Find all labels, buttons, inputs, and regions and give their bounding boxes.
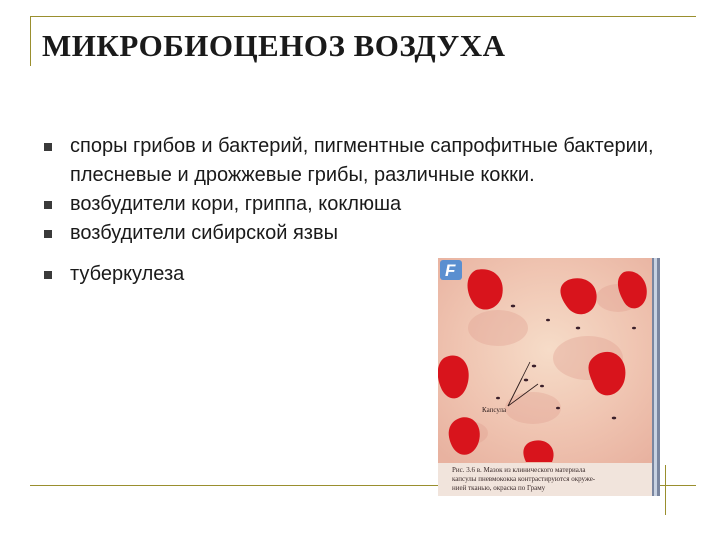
bullet-text: туберкулеза — [70, 263, 185, 285]
bullet-item — [44, 219, 684, 248]
square-bullet-icon — [44, 230, 52, 238]
bullet-item — [44, 132, 684, 190]
frame-line-left — [30, 16, 31, 66]
bullet-text: возбудители сибирской язвы — [70, 222, 338, 244]
panel-letter: F — [445, 261, 456, 280]
frame-line-right — [665, 465, 666, 515]
square-bullet-icon — [44, 143, 52, 151]
micrograph-image — [438, 258, 660, 496]
square-bullet-icon — [44, 271, 52, 279]
slide-title: МИКРОБИОЦЕНОЗ ВОЗДУХА — [42, 28, 506, 63]
bullet-text: споры грибов и бактерий, пигментные сапрофитные бактерии, плесневые и дрожжевые грибы, различные кокки. — [70, 135, 654, 186]
bullet-text: возбудители кори, гриппа, коклюша — [70, 193, 402, 215]
figure-caption-line: Рис. 3.6 в. Мазок из клинического материала — [452, 466, 586, 474]
figure-caption-line: нией тканью, окраска по Граму — [452, 484, 546, 492]
frame-line-top — [30, 16, 696, 17]
capsule-label: Капсула — [482, 406, 507, 414]
figure-caption-line: капсулы пневмококка контрастируются окруже- — [452, 475, 596, 483]
square-bullet-icon — [44, 201, 52, 209]
bullet-item — [44, 190, 684, 219]
